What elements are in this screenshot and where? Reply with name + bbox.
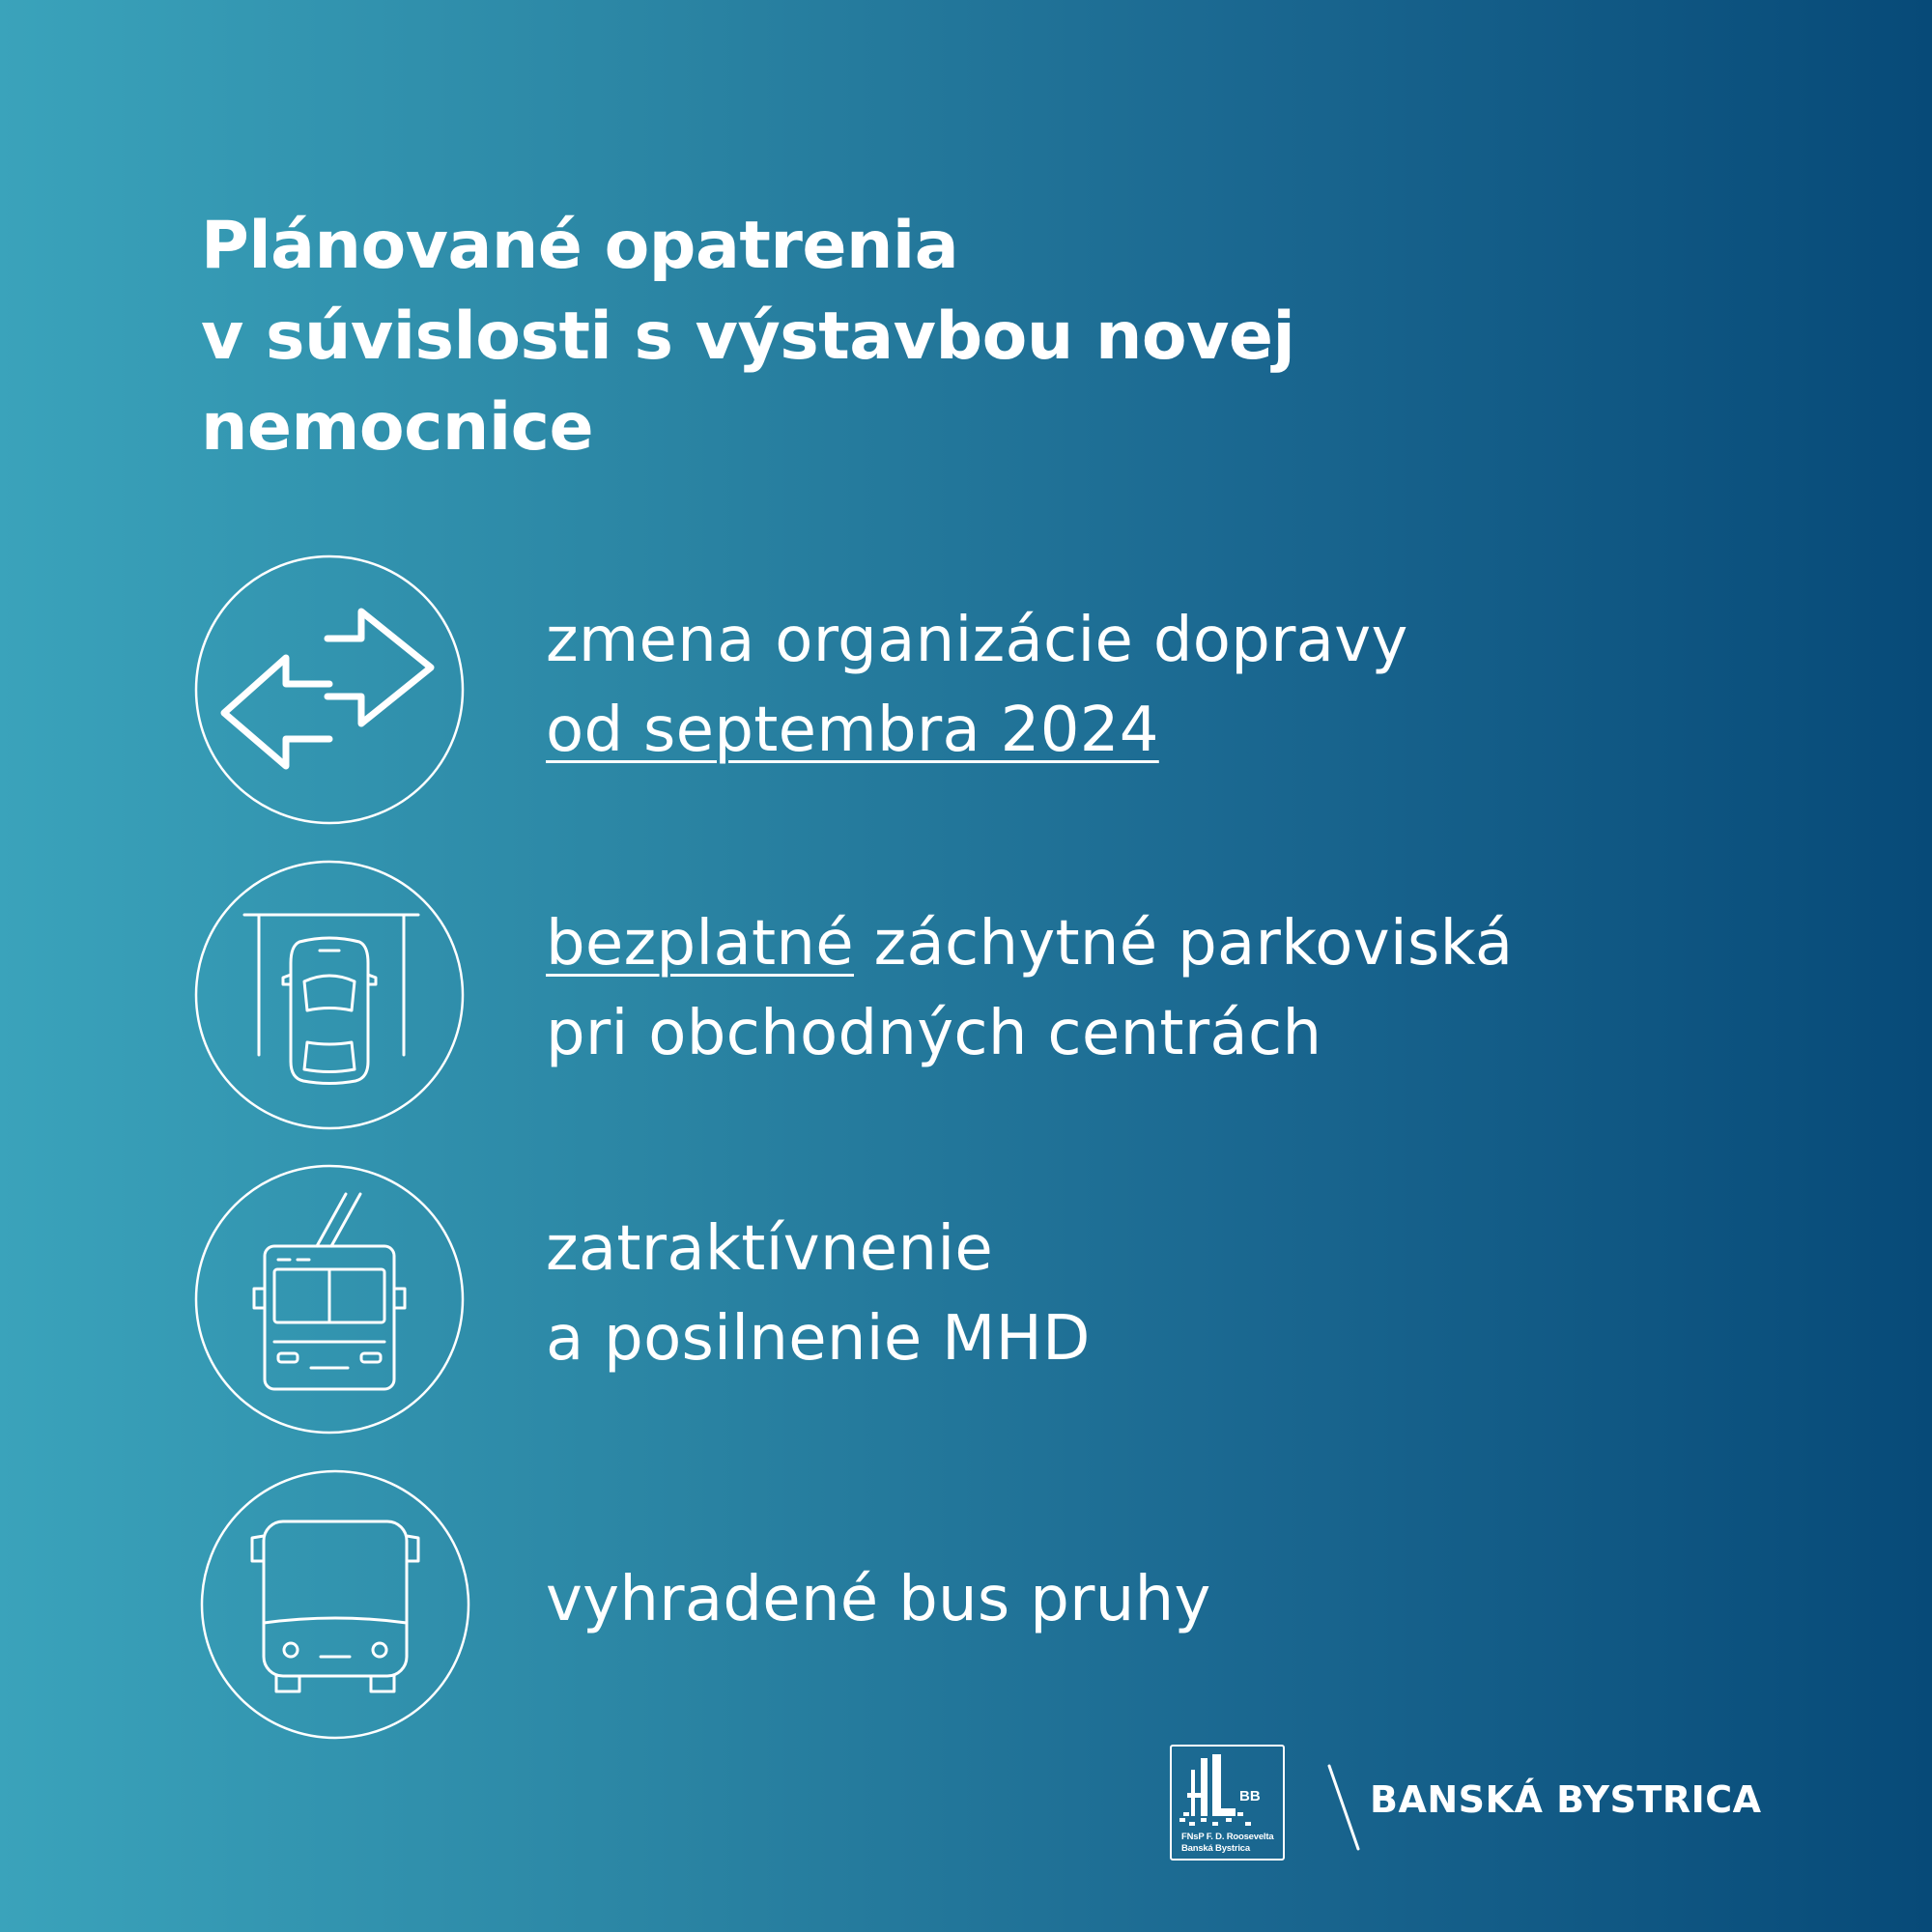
item-3-line-2: a posilnenie MHD <box>546 1303 1091 1375</box>
item-4-line-1: vyhradené bus pruhy <box>546 1564 1211 1635</box>
item-1-line-1: zmena organizácie dopravy <box>546 605 1408 676</box>
hospital-building-logo-icon <box>1179 1754 1276 1830</box>
item-bus-lanes <box>546 1555 1211 1645</box>
trolleybus-icon <box>193 1163 466 1435</box>
item-2-line-2: pri obchodných centrách <box>546 998 1322 1069</box>
page-title <box>201 201 1650 473</box>
hospital-logo <box>1170 1745 1285 1861</box>
hospital-logo-mark: BB <box>1239 1788 1261 1804</box>
item-1-date: od septembra 2024 <box>546 695 1159 766</box>
item-2-line-1-rest: záchytné parkoviská <box>853 908 1514 980</box>
hospital-logo-caption-2: Banská Bystrica <box>1181 1843 1250 1854</box>
item-public-transport <box>546 1205 1091 1384</box>
item-traffic-organization <box>546 596 1408 776</box>
item-3-line-1: zatraktívnenie <box>546 1213 994 1285</box>
bus-icon <box>199 1468 471 1741</box>
hospital-logo-caption-1: FNsP F. D. Roosevelta <box>1181 1832 1274 1842</box>
two-way-arrows-icon <box>193 554 466 826</box>
item-park-and-ride <box>546 899 1513 1079</box>
title-line-2: v súvislosti s výstavbou novej <box>201 298 1295 375</box>
parked-car-icon <box>193 859 466 1131</box>
item-2-free-label: bezplatné <box>546 908 854 980</box>
city-logo-text: BANSKÁ BYSTRICA <box>1370 1778 1762 1821</box>
title-line-1: Plánované opatrenia <box>201 208 959 284</box>
title-line-3: nemocnice <box>201 389 594 466</box>
divider-slash <box>1325 1762 1364 1855</box>
